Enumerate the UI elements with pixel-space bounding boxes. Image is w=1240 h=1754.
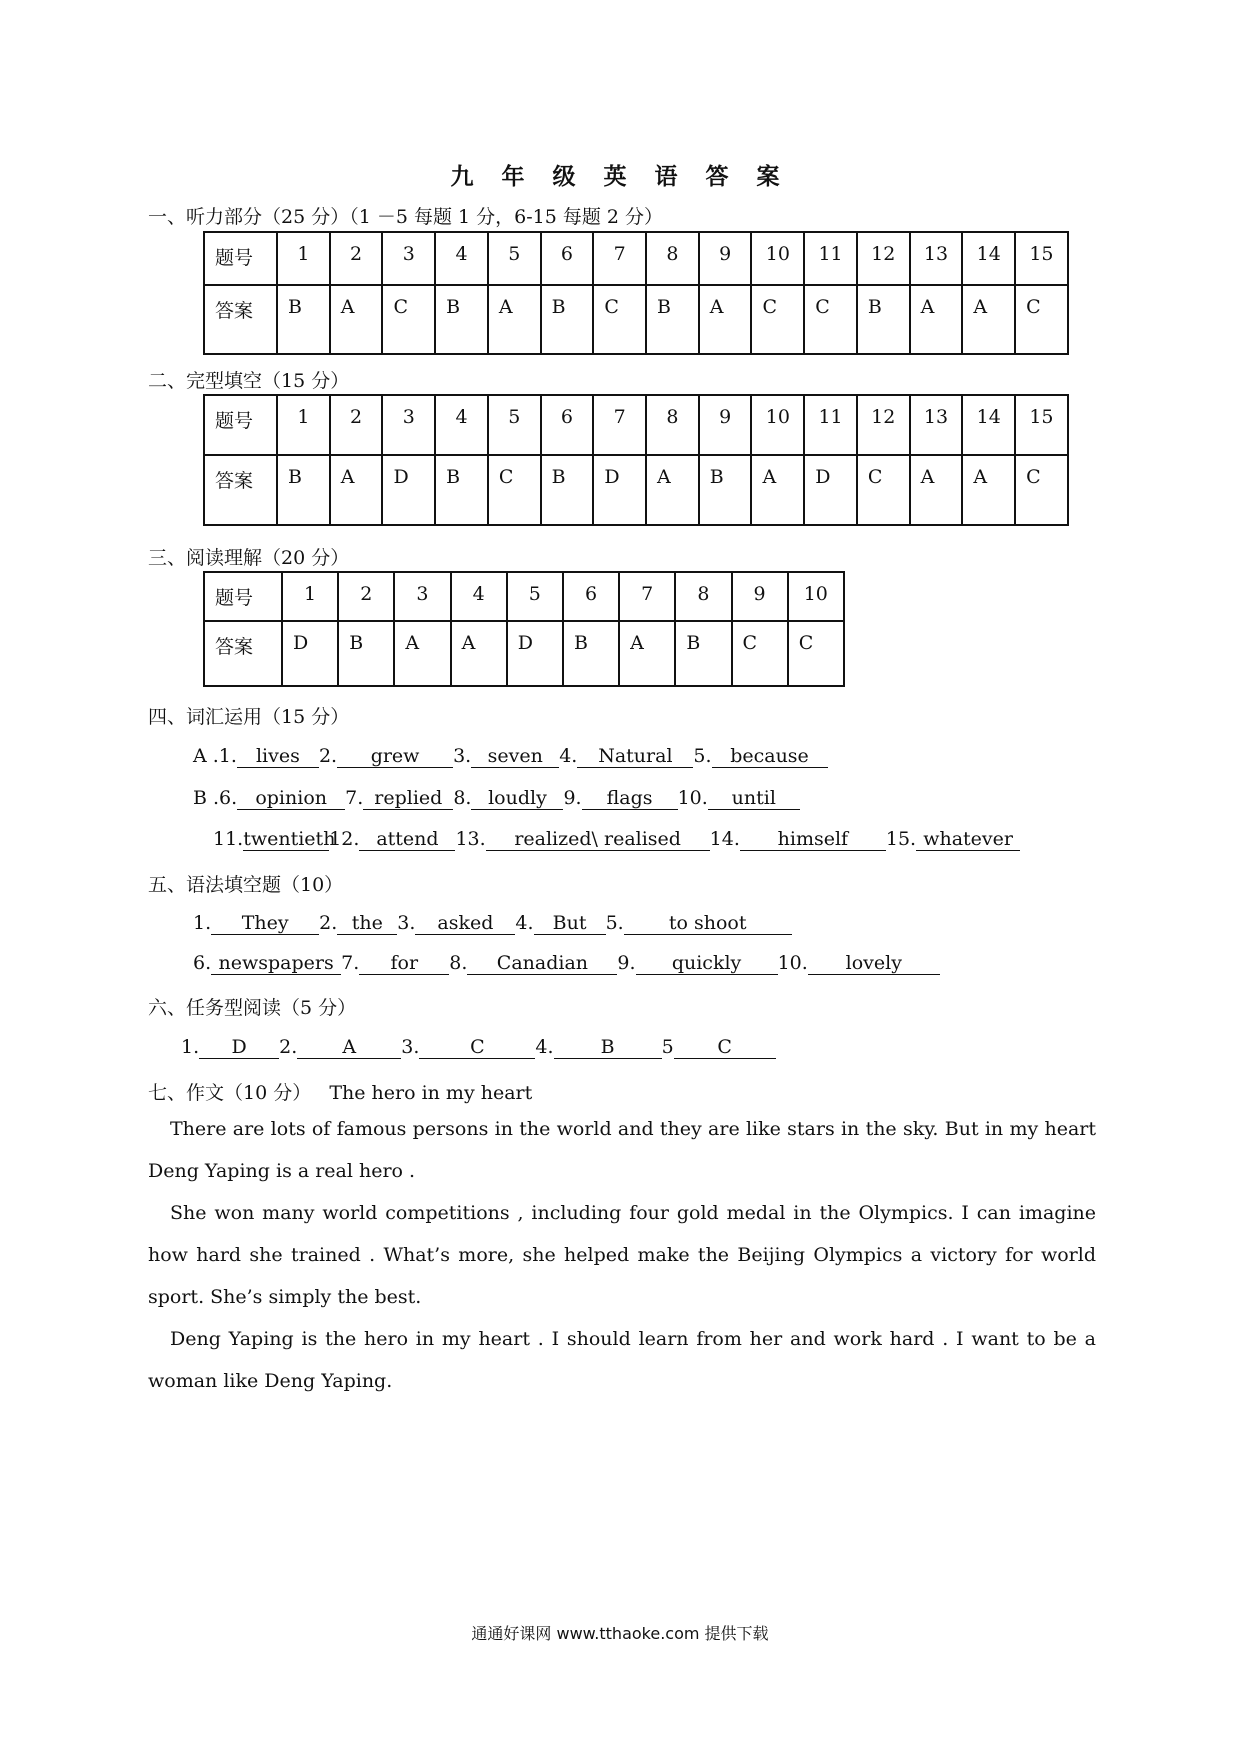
item-number: 2. bbox=[279, 1036, 298, 1058]
item-number: 5 bbox=[661, 1036, 674, 1058]
question-number-cell: 6 bbox=[541, 232, 594, 285]
question-number-cell: 10 bbox=[751, 395, 804, 455]
question-number-cell: 15 bbox=[1015, 232, 1068, 285]
item-number: 6. bbox=[193, 952, 212, 974]
item-number: 1. bbox=[181, 1036, 200, 1058]
filled-answer: realized\ realised bbox=[486, 828, 710, 851]
section-2-heading: 二、完型填空（15 分） bbox=[148, 370, 350, 392]
filled-answer: A bbox=[297, 1036, 401, 1059]
filled-answer: lives bbox=[237, 745, 319, 768]
filled-answer: B bbox=[554, 1036, 662, 1059]
question-number-cell: 2 bbox=[338, 572, 394, 621]
vocab-line-b bbox=[193, 787, 800, 810]
page-title: 九 年 级 英 语 答 案 bbox=[450, 164, 790, 190]
item-number: 8. bbox=[449, 952, 468, 974]
question-number-row bbox=[204, 395, 1068, 455]
answer-cell: B bbox=[277, 285, 330, 354]
filled-answer: asked bbox=[415, 912, 515, 935]
section-5-heading: 五、语法填空题（10） bbox=[148, 874, 344, 896]
answer-cell: B bbox=[541, 455, 594, 525]
question-number-cell: 9 bbox=[732, 572, 788, 621]
question-number-cell: 5 bbox=[507, 572, 563, 621]
question-number-cell: 2 bbox=[330, 395, 383, 455]
question-number-cell: 10 bbox=[788, 572, 844, 621]
filled-answer: whatever bbox=[916, 828, 1020, 851]
filled-answer: loudly bbox=[471, 787, 563, 810]
question-number-cell: 3 bbox=[382, 232, 435, 285]
answer-cell: C bbox=[732, 621, 788, 686]
section-6-heading: 六、任务型阅读（5 分） bbox=[148, 997, 357, 1019]
filled-answer: flags bbox=[582, 787, 678, 810]
item-number: 7. bbox=[345, 787, 364, 809]
filled-answer: grew bbox=[337, 745, 453, 768]
answer-cell: D bbox=[382, 455, 435, 525]
question-number-cell: 10 bbox=[751, 232, 804, 285]
cloze-answer-table bbox=[203, 394, 1069, 526]
item-number: 9. bbox=[563, 787, 582, 809]
filled-answer: until bbox=[708, 787, 800, 810]
page-footer: 通通好课网 www.tthaoke.com 提供下载 bbox=[471, 1624, 769, 1643]
question-number-cell: 8 bbox=[675, 572, 731, 621]
answer-cell: B bbox=[857, 285, 910, 354]
essay-section-label: 七、作文（10 分） bbox=[148, 1082, 312, 1104]
filled-answer: himself bbox=[740, 828, 886, 851]
filled-answer: C bbox=[674, 1036, 776, 1059]
item-number: 14. bbox=[709, 828, 740, 850]
essay-paragraph: There are lots of famous persons in the world and they are like stars in the sky. But in my heart Deng Yaping is a real hero . bbox=[148, 1118, 1096, 1182]
answer-cell: B bbox=[675, 621, 731, 686]
question-number-cell: 14 bbox=[962, 395, 1015, 455]
answer-cell: B bbox=[541, 285, 594, 354]
answer-cell: A bbox=[751, 455, 804, 525]
answer-cell: B bbox=[699, 455, 752, 525]
answer-cell: B bbox=[338, 621, 394, 686]
question-number-cell: 11 bbox=[804, 395, 857, 455]
question-number-cell: 13 bbox=[910, 232, 963, 285]
answer-row bbox=[204, 621, 844, 686]
question-number-row bbox=[204, 572, 844, 621]
item-number: 13. bbox=[455, 828, 486, 850]
question-number-cell: 15 bbox=[1015, 395, 1068, 455]
answer-cell: A bbox=[488, 285, 541, 354]
answer-cell: D bbox=[593, 455, 646, 525]
item-number: 2. bbox=[318, 745, 338, 767]
filled-answer: They bbox=[211, 912, 319, 935]
answer-cell: C bbox=[593, 285, 646, 354]
question-number-cell: 6 bbox=[541, 395, 594, 455]
answer-cell: D bbox=[507, 621, 563, 686]
filled-answer: because bbox=[712, 745, 828, 768]
filled-answer: newspapers bbox=[211, 952, 341, 975]
item-number: 3. bbox=[401, 1036, 420, 1058]
task-reading-line bbox=[181, 1036, 776, 1059]
answer-row bbox=[204, 455, 1068, 525]
listening-answer-table bbox=[203, 231, 1069, 355]
question-number-cell: 12 bbox=[857, 395, 910, 455]
answer-cell: B bbox=[435, 455, 488, 525]
answer-cell: C bbox=[804, 285, 857, 354]
answer-cell: D bbox=[282, 621, 338, 686]
item-number: 11. bbox=[213, 828, 244, 850]
question-number-cell: 1 bbox=[277, 232, 330, 285]
answer-row bbox=[204, 285, 1068, 354]
question-number-cell: 6 bbox=[563, 572, 619, 621]
filled-answer: replied bbox=[363, 787, 453, 810]
question-number-cell: 4 bbox=[435, 232, 488, 285]
section-7-heading bbox=[148, 1078, 532, 1105]
filled-answer: twentieth bbox=[243, 828, 336, 850]
row-label: 答案 bbox=[204, 621, 282, 686]
essay-paragraph: She won many world competitions , including four gold medal in the Olympics. I can imagine how hard she trained . What’s more, she helped make the Beijing Olympics a victory for world sport. She’s simply the best. bbox=[148, 1202, 1096, 1308]
question-number-cell: 1 bbox=[277, 395, 330, 455]
question-number-cell: 5 bbox=[488, 395, 541, 455]
answer-cell: B bbox=[646, 285, 699, 354]
filled-answer: opinion bbox=[237, 787, 345, 810]
filled-answer: Canadian bbox=[467, 952, 617, 975]
row-label: 题号 bbox=[204, 572, 282, 621]
item-number: 2. bbox=[319, 912, 338, 934]
item-number: B .6. bbox=[193, 787, 238, 809]
filled-answer: seven bbox=[471, 745, 559, 768]
item-number: 4. bbox=[559, 745, 578, 767]
section-4-heading: 四、词汇运用（15 分） bbox=[148, 706, 350, 728]
question-number-cell: 3 bbox=[382, 395, 435, 455]
answer-cell: A bbox=[330, 455, 383, 525]
question-number-cell: 3 bbox=[394, 572, 450, 621]
answer-cell: C bbox=[788, 621, 844, 686]
question-number-cell: 13 bbox=[910, 395, 963, 455]
item-number: 1. bbox=[193, 912, 212, 934]
filled-answer: quickly bbox=[636, 952, 778, 975]
grammar-line-2 bbox=[193, 952, 940, 975]
item-number: 9. bbox=[617, 952, 636, 974]
question-number-cell: 9 bbox=[699, 232, 752, 285]
row-label: 题号 bbox=[204, 232, 277, 285]
answer-cell: B bbox=[277, 455, 330, 525]
question-number-cell: 7 bbox=[593, 395, 646, 455]
vocab-line-c bbox=[213, 828, 1020, 851]
item-number: 3. bbox=[397, 912, 416, 934]
answer-cell: C bbox=[488, 455, 541, 525]
question-number-cell: 5 bbox=[488, 232, 541, 285]
item-number: 15. bbox=[885, 828, 917, 850]
question-number-cell: 8 bbox=[646, 232, 699, 285]
answer-cell: A bbox=[962, 455, 1015, 525]
filled-answer: for bbox=[359, 952, 449, 975]
item-number: 12. bbox=[329, 828, 360, 850]
item-number: 8. bbox=[453, 787, 472, 809]
filled-answer: C bbox=[419, 1036, 535, 1059]
filled-answer: D bbox=[199, 1036, 279, 1059]
question-number-cell: 8 bbox=[646, 395, 699, 455]
answer-cell: A bbox=[451, 621, 507, 686]
question-number-cell: 14 bbox=[962, 232, 1015, 285]
item-number: 10. bbox=[777, 952, 808, 974]
answer-cell: C bbox=[857, 455, 910, 525]
filled-answer: Natural bbox=[577, 745, 693, 768]
item-number: 3. bbox=[453, 745, 472, 767]
item-number: 5. bbox=[693, 745, 712, 767]
vocab-line-a bbox=[193, 745, 828, 768]
question-number-row bbox=[204, 232, 1068, 285]
section-1-heading: 一、听力部分（25 分）（1 －5 每题 1 分，6-15 每题 2 分） bbox=[148, 206, 664, 228]
row-label: 答案 bbox=[204, 455, 277, 525]
answer-cell: C bbox=[382, 285, 435, 354]
question-number-cell: 4 bbox=[435, 395, 488, 455]
section-3-heading: 三、阅读理解（20 分） bbox=[148, 547, 350, 569]
answer-cell: A bbox=[646, 455, 699, 525]
question-number-cell: 7 bbox=[593, 232, 646, 285]
answer-cell: A bbox=[699, 285, 752, 354]
item-number: 7. bbox=[341, 952, 360, 974]
answer-cell: A bbox=[910, 285, 963, 354]
item-number: 5. bbox=[605, 912, 624, 934]
row-label: 题号 bbox=[204, 395, 277, 455]
essay-title: The hero in my heart bbox=[329, 1082, 533, 1104]
answer-cell: D bbox=[804, 455, 857, 525]
answer-cell: A bbox=[962, 285, 1015, 354]
answer-cell: C bbox=[751, 285, 804, 354]
question-number-cell: 1 bbox=[282, 572, 338, 621]
answer-cell: C bbox=[1015, 285, 1068, 354]
answer-cell: B bbox=[563, 621, 619, 686]
item-number: 4. bbox=[535, 1036, 554, 1058]
question-number-cell: 4 bbox=[451, 572, 507, 621]
answer-cell: A bbox=[619, 621, 675, 686]
question-number-cell: 7 bbox=[619, 572, 675, 621]
grammar-line-1 bbox=[193, 912, 792, 935]
filled-answer: But bbox=[534, 912, 606, 935]
filled-answer: to shoot bbox=[624, 912, 792, 935]
item-number: A .1. bbox=[193, 745, 237, 767]
item-number: 4. bbox=[515, 912, 534, 934]
question-number-cell: 12 bbox=[857, 232, 910, 285]
filled-answer: lovely bbox=[808, 952, 940, 975]
question-number-cell: 11 bbox=[804, 232, 857, 285]
row-label: 答案 bbox=[204, 285, 277, 354]
question-number-cell: 9 bbox=[699, 395, 752, 455]
answer-cell: A bbox=[330, 285, 383, 354]
filled-answer: the bbox=[337, 912, 397, 935]
answer-cell: C bbox=[1015, 455, 1068, 525]
filled-answer: attend bbox=[359, 828, 455, 851]
answer-cell: A bbox=[910, 455, 963, 525]
question-number-cell: 2 bbox=[330, 232, 383, 285]
answer-cell: B bbox=[435, 285, 488, 354]
essay-body bbox=[148, 1108, 1096, 1402]
essay-paragraph: Deng Yaping is the hero in my heart . I should learn from her and work hard . I want to be a woman like Deng Yaping. bbox=[148, 1328, 1096, 1392]
answer-cell: A bbox=[394, 621, 450, 686]
item-number: 10. bbox=[677, 787, 708, 809]
reading-answer-table bbox=[203, 571, 845, 687]
